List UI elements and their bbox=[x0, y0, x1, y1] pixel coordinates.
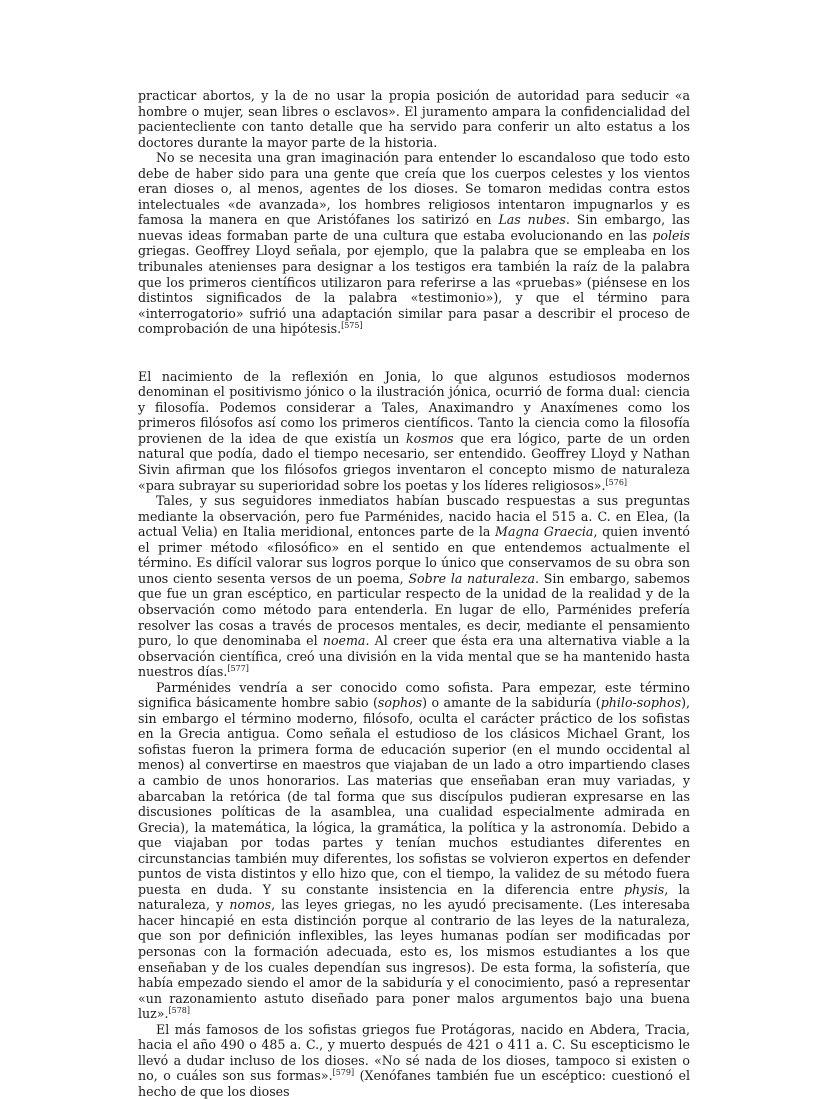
paragraph-text: No se necesita una gran imaginación para entender lo escandaloso que todo esto debe de haber sido para una gente que creía que los cuerpos celestes y los vientos eran dioses o, al menos, agentes de los dioses. Se tomaron medidas contra estos intelectuales «de avanzada», los hombres religiosos intentaron impugnarlos y es famosa la manera en que Aristófanes los satirizó en bbox=[138, 150, 690, 228]
paragraph-text: Parménides vendría a ser conocido como sofista. Para empezar, este término significa básicamente hombre sabio ( bbox=[138, 679, 690, 711]
paragraph-text: . Sin embargo, sabemos que fue un gran escéptico, en particular respecto de la unidad de la realidad y de la observación como método para entenderla. En lugar de ello, Parménides prefería resolver las cosas a través de procesos mentales, es decir, mediante el pensamiento puro, lo que denominaba el bbox=[138, 570, 690, 649]
body-paragraph bbox=[138, 680, 690, 1022]
paragraph-text: ), sin embargo el término moderno, filósofo, oculta el carácter práctico de los sofistas en la Grecia antigua. Como señala el estudioso de los clásicos Michael Grant, los sofistas fueron la primera forma de educación superior (en el mundo occidental al menos) al convertirse en maestros que viajaban de un lado a otro impartiendo clases a cambio de unos honorarios. Las materias que enseñaban eran muy variadas, y abarcaban la retórica (de tal forma que sus discípulos pudieran expresarse en las discusiones políticas de la asamblea, una cualidad especialmente admirada en Grecia), la matemática, la lógica, la gramática, la política y la astronomía. Debido a que viajaban por todas partes y tenían muchos estudiantes diferentes en circunstancias también muy diferentes, los sofistas se volvieron expertos en defender puntos de vista distintos y ello hizo que, con el tiempo, la validez de su método fuera puesta en duda. Y su constante insistencia en la diferencia entre bbox=[138, 695, 690, 897]
paragraph-text: (Xenófanes también fue un escéptico: cuestionó el hecho de que los dioses bbox=[138, 1068, 690, 1099]
body-paragraph bbox=[138, 493, 690, 680]
section-gap bbox=[138, 337, 690, 369]
paragraph-text: . Sin embargo, las nuevas ideas formaban parte de una cultura que estaba evolucionando en las bbox=[138, 212, 690, 243]
footnote-ref[interactable]: [576] bbox=[605, 477, 628, 487]
italic-term: Las nubes bbox=[498, 212, 566, 228]
paragraph-text: Tales, y sus seguidores inmediatos habían buscado respuestas a sus preguntas mediante la observación, pero fue Parménides, nacido hacia el 515 a. C. en Elea, (la actual Velia) en Italia meridional, entonces parte de la bbox=[138, 493, 690, 540]
footnote-ref[interactable]: [578] bbox=[168, 1006, 190, 1016]
footnote-ref[interactable]: [575] bbox=[341, 321, 363, 331]
paragraph-text: practicar abortos, y la de no usar la propia posición de autoridad para seducir «a hombre o mujer, sean libres o esclavos». El juramento ampara la confidencialidad del pacientecliente con tanto detalle que ha servido para conferir un alto estatus a los doctores durante la mayor parte de la historia. bbox=[138, 88, 690, 150]
italic-term: physis bbox=[623, 881, 665, 897]
document-page bbox=[138, 88, 690, 1099]
italic-term: sophos bbox=[377, 695, 423, 711]
italic-term: Sobre la naturaleza bbox=[408, 570, 536, 586]
italic-term: poleis bbox=[652, 227, 690, 243]
paragraph-text: ) o amante de la sabiduría ( bbox=[422, 695, 601, 711]
italic-term: kosmos bbox=[405, 430, 454, 446]
paragraph-text: El nacimiento de la reflexión en Jonia, lo que algunos estudiosos modernos denominan el positivismo jónico o la ilustración jónica, ocurrió de forma dual: ciencia y filosofía. Podemos considerar a Tales, Anaximandro y Anaxímenes como los primeros filósofos así como los primeros científicos. Tanto la ciencia como la filosofía provienen de la idea de que existía un bbox=[138, 368, 690, 446]
footnote-ref[interactable]: [579] bbox=[332, 1068, 355, 1078]
italic-term: philo-sophos bbox=[600, 695, 682, 711]
body-paragraph bbox=[138, 150, 690, 337]
body-paragraph bbox=[138, 88, 690, 150]
paragraph-text: que era lógico, parte de un orden natural que podía, dado el tiempo necesario, ser entendido. Geoffrey Lloyd y Nathan Sivin afirman que los filósofos griegos inventaron el concepto mismo de naturaleza «para subrayar su superioridad sobre los poetas y los líderes religiosos». bbox=[138, 430, 690, 493]
body-paragraph bbox=[138, 369, 690, 493]
italic-term: noema bbox=[322, 633, 366, 649]
italic-term: nomos bbox=[229, 897, 272, 913]
footnote-ref[interactable]: [577] bbox=[227, 664, 249, 674]
paragraph-text: griegas. Geoffrey Lloyd señala, por ejemplo, que la palabra que se empleaba en los tribunales atenienses para designar a los testigos era también la raíz de la palabra que los primeros científicos utilizaron para referirse a las «pruebas» (piénsese en los distintos significados de la palabra «testimonio»), y que el término para «interrogatorio» sufrió una adaptación similar para pasar a describir el proceso de comprobación de una hipótesis. bbox=[138, 243, 690, 337]
paragraph-text: , las leyes griegas, no les ayudó precisamente. (Les interesaba hacer hincapié en esta distinción porque al contrario de las leyes de la naturaleza, que son por definición inflexibles, las leyes humanas podían ser modificadas por personas con la formación adecuada, esto es, los mismos estudiantes a los que enseñaban y de los cuales dependían sus ingresos). De esta forma, la sofistería, que había empezado siendo el amor de la sabiduría y el conocimiento, pasó a representar «un razonamiento astuto diseñado para poner malos argumentos bajo una buena luz». bbox=[138, 897, 691, 1022]
paragraph-text: El más famosos de los sofistas griegos fue Protágoras, nacido en Abdera, Tracia, hacia el año 490 o 485 a. C., y muerto después de 421 o 411 a. C. Su escepticismo le llevó a dudar incluso de los dioses. «No sé nada de los dioses, tampoco si existen o no, o cuáles son sus formas». bbox=[138, 1021, 690, 1084]
body-paragraph bbox=[138, 1022, 690, 1099]
italic-term: Magna Graecia bbox=[495, 524, 594, 540]
paragraph-text: . Al creer que ésta era una alternativa viable a la observación científica, creó una división en la vida mental que se ha mantenido hasta nuestros días. bbox=[138, 633, 690, 680]
paragraph-text: , la naturaleza, y bbox=[138, 881, 690, 913]
paragraph-text: , quien inventó el primer método «filosófico» en el sentido en que entendemos actualmente el término. Es difícil valorar sus logros porque lo único que conservamos de su obra son unos ciento sesenta versos de un poema, bbox=[138, 524, 691, 586]
